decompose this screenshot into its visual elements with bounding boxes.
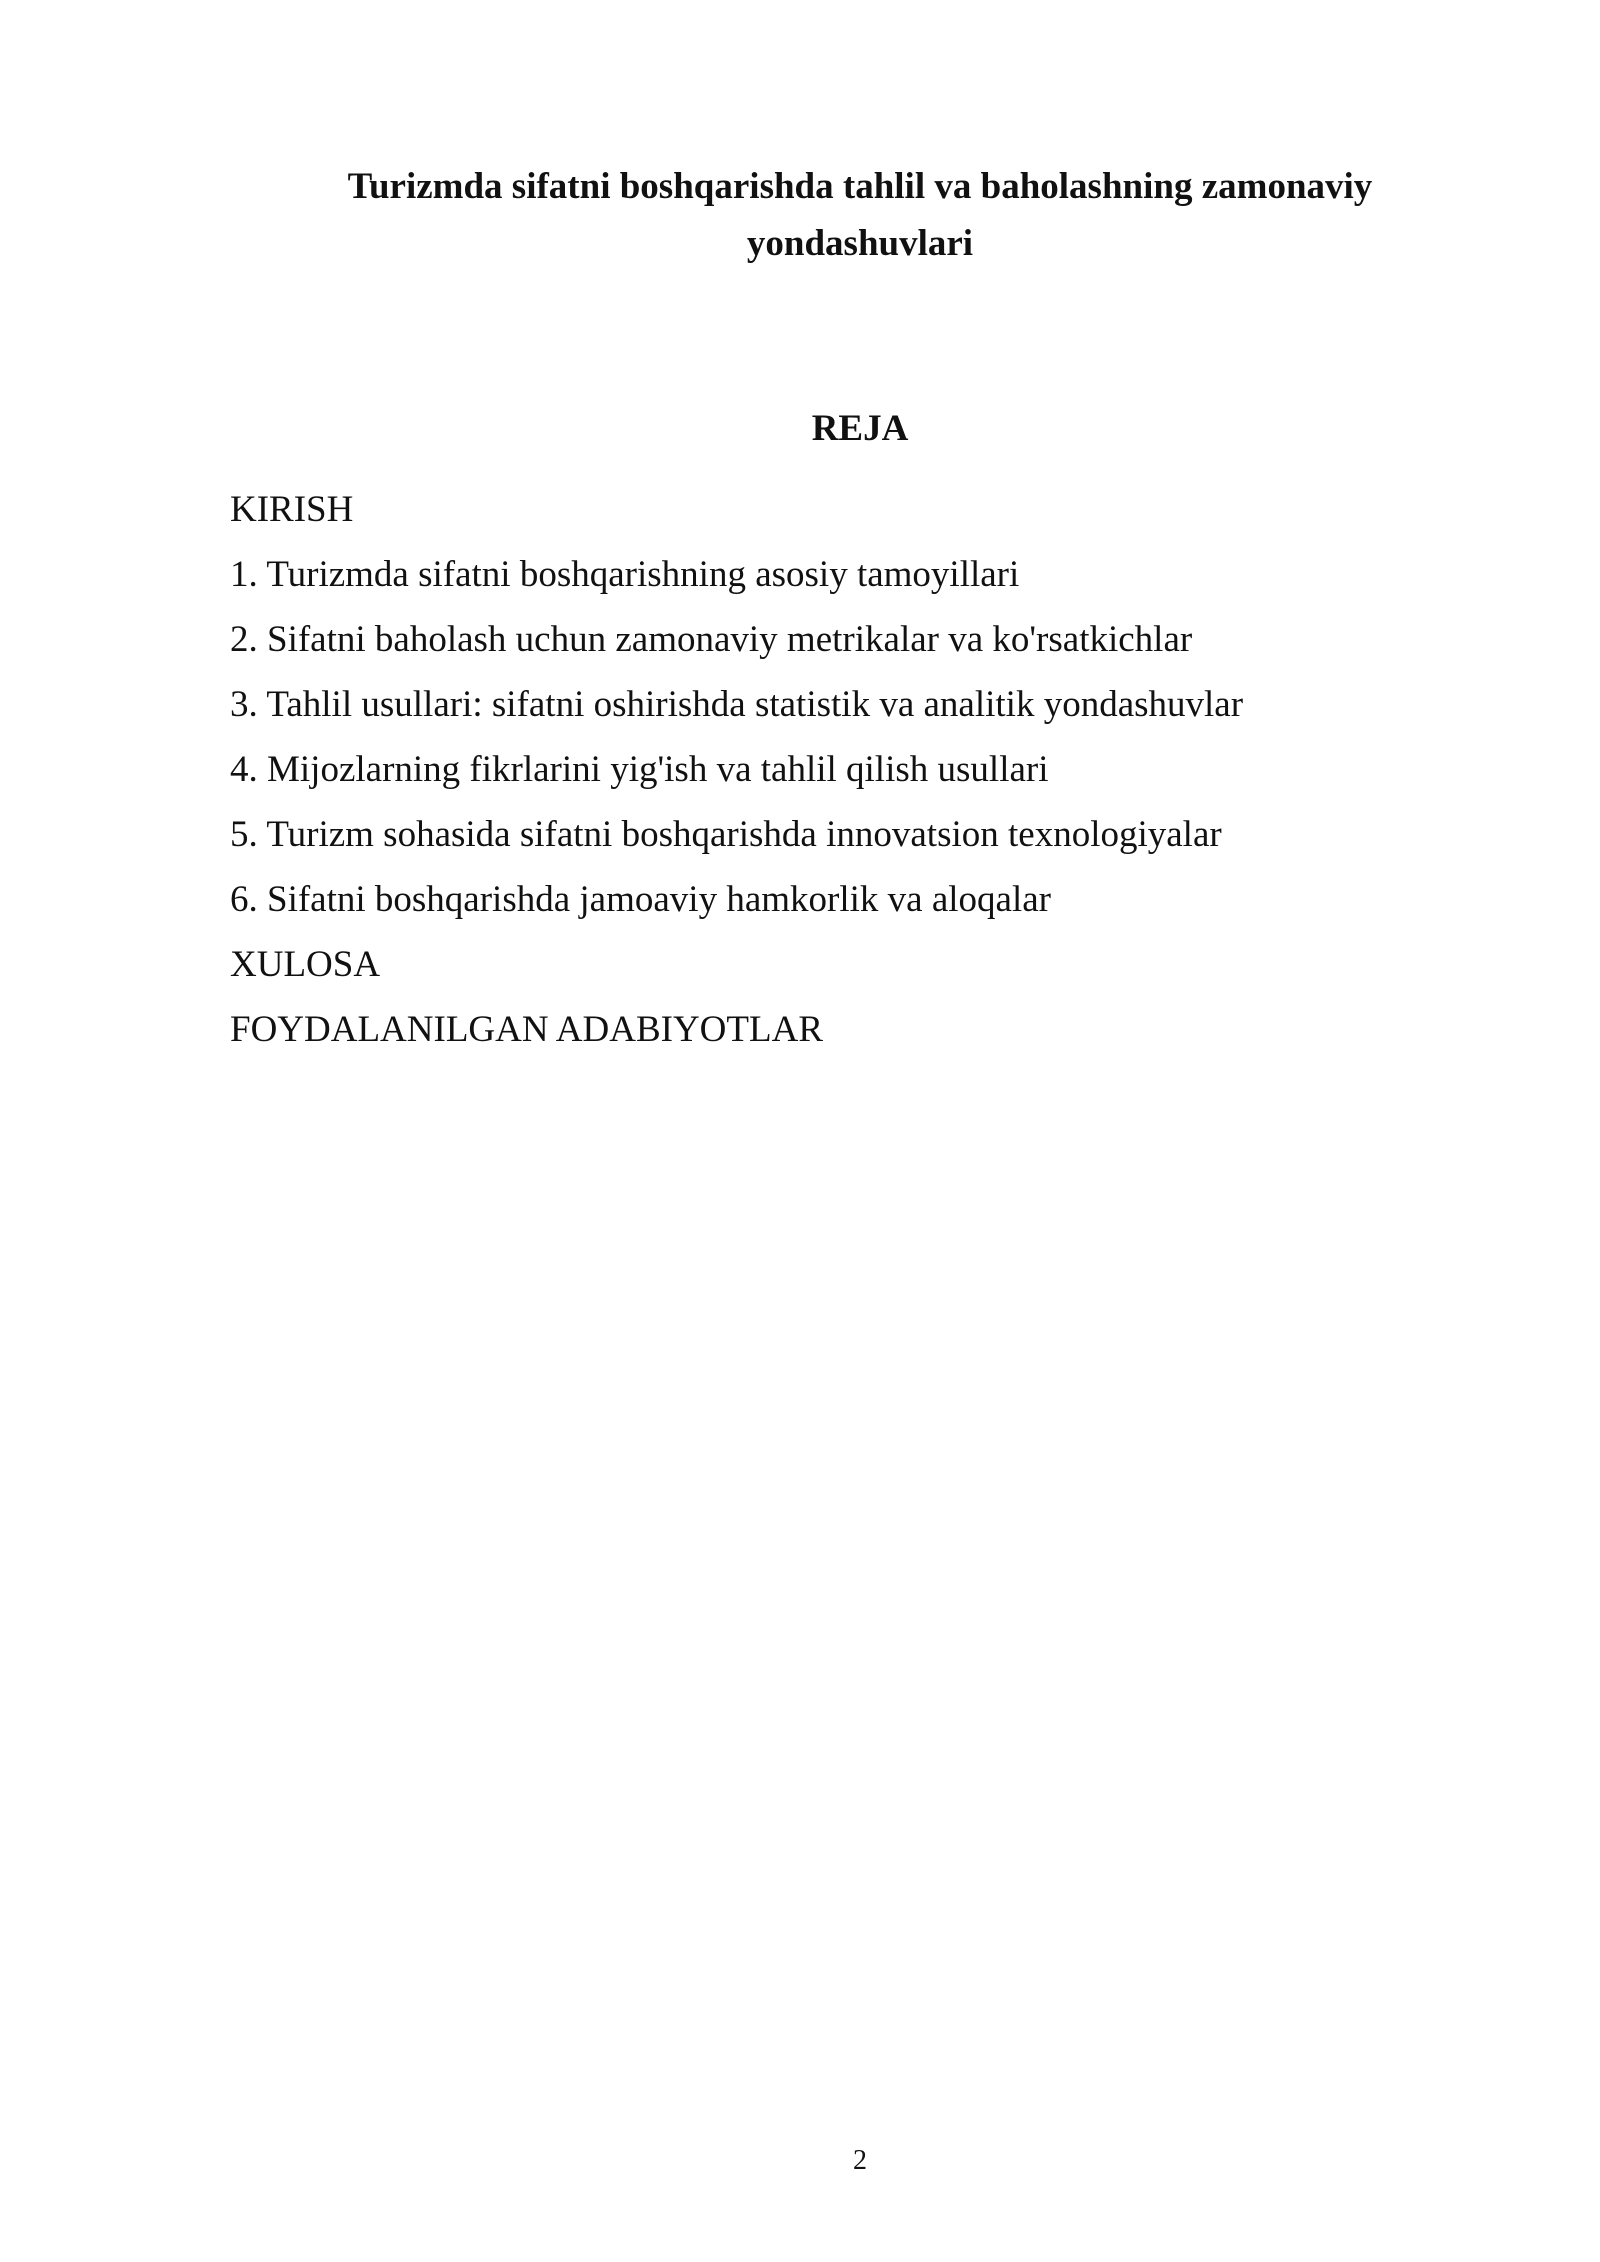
- plan-item-1: 1. Turizmda sifatni boshqarishning asosiy tamoyillari: [230, 554, 1020, 595]
- plan-item-conclusion: XULOSA: [230, 944, 381, 985]
- plan-item-references: FOYDALANILGAN ADABIYOTLAR: [230, 1009, 823, 1050]
- plan-list: [230, 477, 1430, 1062]
- document-title: Turizmda sifatni boshqarishda tahlil va baholashning zamonaviy yondashuvlari: [347, 166, 1373, 264]
- plan-item-4: 4. Mijozlarning fikrlarini yig'ish va tahlil qilish usullari: [230, 749, 1049, 790]
- plan-item-3: 3. Tahlil usullari: sifatni oshirishda statistik va analitik yondashuvlar: [230, 684, 1244, 725]
- plan-item-6: 6. Sifatni boshqarishda jamoaviy hamkorlik va aloqalar: [230, 879, 1051, 920]
- plan-item-2: 2. Sifatni baholash uchun zamonaviy metrikalar va ko'rsatkichlar: [230, 619, 1193, 660]
- plan-heading: REJA: [811, 408, 909, 449]
- page-number: 2: [853, 2145, 867, 2176]
- plan-item-5: 5. Turizm sohasida sifatni boshqarishda innovatsion texnologiyalar: [230, 814, 1222, 855]
- plan-item-introduction: KIRISH: [230, 489, 354, 530]
